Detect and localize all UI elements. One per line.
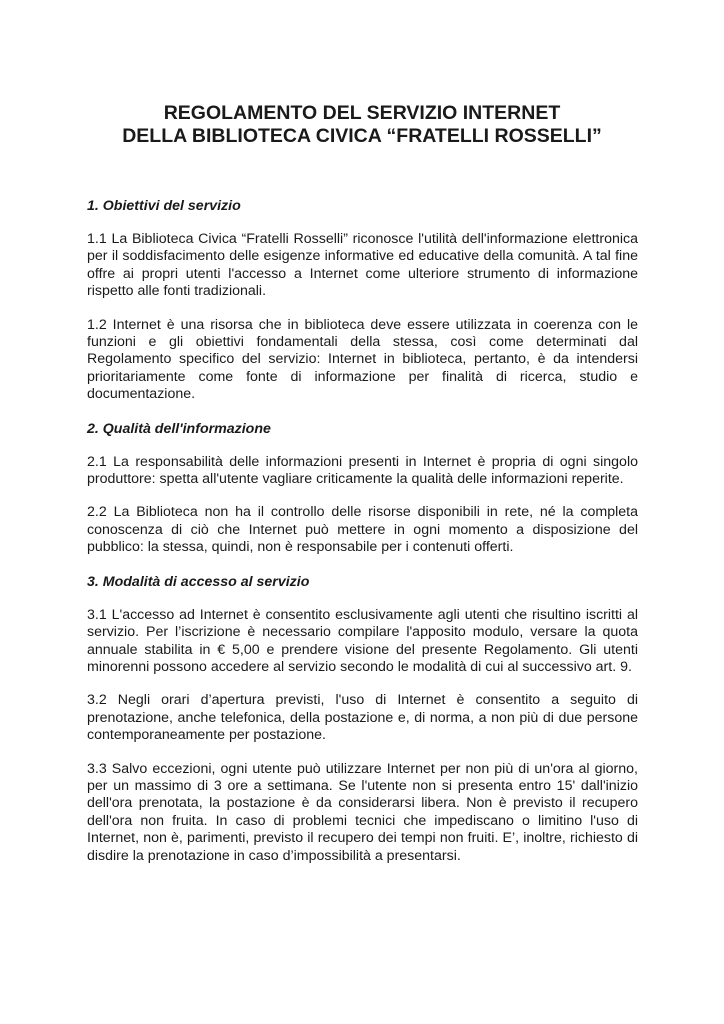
section-heading: 2. Qualità dell'informazione xyxy=(87,420,271,437)
paragraph-3-1: 3.1 L'accesso ad Internet è consentito esclusivamente agli utenti che risultino iscritti al servizio. Per l’iscrizione è necessario compilare l'apposito modulo, versare la quota annuale stabilita in € 5,00 e prendere visione del presente Regolamento. Gli utenti minorenni possono accedere al servizio secondo le modalità di cui al successivo art. 9. xyxy=(87,606,638,675)
title-line-2: DELLA BIBLIOTECA CIVICA “FRATELLI ROSSELLI” xyxy=(122,125,602,147)
section-2 xyxy=(87,420,638,557)
document-body xyxy=(87,197,638,881)
section-3 xyxy=(87,573,638,865)
section-heading: 1. Obiettivi del servizio xyxy=(87,198,241,214)
section-heading: 3. Modalità di accesso al servizio xyxy=(87,573,310,590)
paragraph-1-1: 1.1 La Biblioteca Civica “Fratelli Rosselli” riconosce l'utilità dell'informazione elettronica per il soddisfacimento delle esigenze informative ed educative della comunità. A tal fine offre ai propri utenti l'accesso a Internet come ulteriore strumento di informazione rispetto alle fonti tradizionali. xyxy=(87,231,638,300)
paragraph-2-2: 2.2 La Biblioteca non ha il controllo delle risorse disponibili in rete, né la completa conoscenza di ciò che Internet può mettere in ogni momento a disposizione del pubblico: la stessa, quindi, non è responsabile per i contenuti offerti. xyxy=(87,504,638,556)
title-line-1: REGOLAMENTO DEL SERVIZIO INTERNET xyxy=(163,102,561,124)
paragraph-3-3: 3.3 Salvo eccezioni, ogni utente può utilizzare Internet per non più di un'ora al giorno, per un massimo di 3 ore a settimana. Se l'utente non si presenta entro 15' dall'inizio dell'ora prenotata, la postazione è da considerarsi libera. Non è previsto il recupero dell'ora non fruita. In caso di problemi tecnici che impediscano o limitino l'uso di Internet, non è, parimenti, previsto il recupero dei tempi non fruiti. E’, inoltre, richiesto di disdire la prenotazione in caso d’impossibilità a presentarsi. xyxy=(87,760,638,864)
paragraph-3-2: 3.2 Negli orari d’apertura previsti, l'uso di Internet è consentito a seguito di prenotazione, anche telefonica, della postazione e, di norma, a non più di due persone contemporaneamente per postazione. xyxy=(87,692,638,744)
section-1 xyxy=(87,197,638,404)
document-title xyxy=(60,102,664,148)
paragraph-1-2: 1.2 Internet è una risorsa che in biblioteca deve essere utilizzata in coerenza con le funzioni e gli obiettivi fondamentali della stessa, così come determinati dal Regolamento specifico del servizio: Internet in biblioteca, pertanto, è da intendersi prioritariamente come fonte di informazione per finalità di ricerca, studio e documentazione. xyxy=(87,316,638,403)
paragraph-2-1: 2.1 La responsabilità delle informazioni presenti in Internet è propria di ogni singolo produttore: spetta all'utente vagliare criticamente la qualità delle informazioni reperite. xyxy=(87,453,638,488)
